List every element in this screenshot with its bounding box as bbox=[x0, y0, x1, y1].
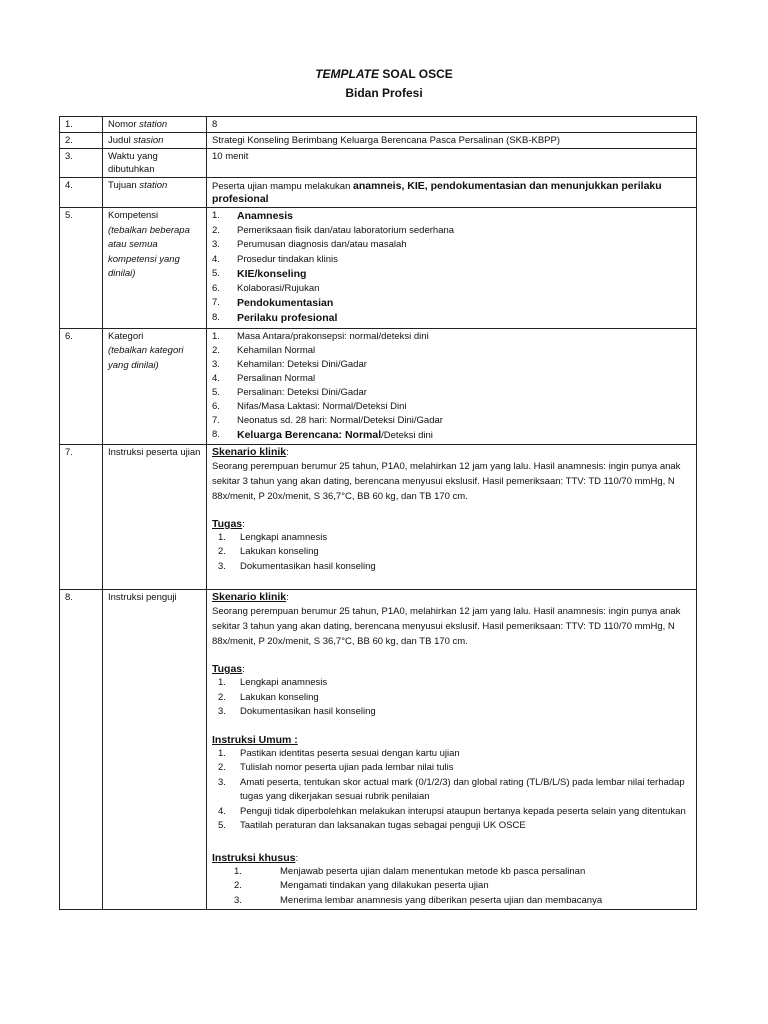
table-row bbox=[60, 133, 697, 149]
item-number: 4. bbox=[212, 372, 220, 384]
item-text: Anamnesis bbox=[237, 210, 294, 222]
table-row bbox=[60, 328, 697, 444]
category-list bbox=[212, 330, 691, 428]
item-text: Prosedur tindakan klinis bbox=[237, 253, 338, 265]
item-text: Menerima lembar anamnesis yang diberikan peserta ujian dan membacanya bbox=[280, 894, 603, 906]
list-item bbox=[212, 428, 691, 443]
item-number: 3. bbox=[218, 560, 226, 572]
item-bold: Keluarga Berencana: Normal bbox=[237, 428, 382, 441]
list-item bbox=[212, 894, 691, 909]
item-number: 8. bbox=[212, 312, 220, 324]
item-text: Dokumentasikan hasil konseling bbox=[240, 706, 376, 718]
row-value bbox=[207, 590, 697, 910]
list-item bbox=[212, 400, 691, 414]
item-text: Lengkapi anamnesis bbox=[240, 677, 328, 689]
list-item bbox=[212, 545, 691, 560]
competency-list bbox=[212, 209, 691, 327]
item-number: 2. bbox=[212, 225, 220, 237]
row-number: 5. bbox=[60, 208, 103, 329]
item-rest: /Deteksi dini bbox=[381, 429, 433, 441]
list-item bbox=[212, 761, 691, 776]
row-label bbox=[103, 328, 207, 444]
page-subtitle: Bidan Profesi bbox=[345, 86, 423, 100]
item-text: Perumusan diagnosis dan/atau masalah bbox=[237, 239, 407, 251]
row-value bbox=[207, 208, 697, 329]
item-text: Pastikan identitas peserta sesuai dengan kartu ujian bbox=[240, 747, 460, 759]
item-text: KIE/konseling bbox=[237, 267, 307, 280]
row-number: 8. bbox=[60, 590, 103, 910]
scenario-heading: Skenario klinik: bbox=[212, 445, 289, 458]
item-number: 1. bbox=[218, 677, 226, 689]
page-title bbox=[0, 66, 768, 82]
row-value bbox=[207, 178, 697, 208]
list-item bbox=[212, 282, 691, 296]
item-number: 2. bbox=[218, 762, 226, 774]
item-number: 1. bbox=[212, 330, 220, 342]
label-text: Tujuan bbox=[108, 180, 140, 191]
list-item bbox=[212, 296, 691, 311]
item-number: 5. bbox=[212, 267, 220, 279]
tugas-heading: Tugas: bbox=[212, 663, 245, 676]
special-instructions-heading: Instruksi khusus: bbox=[212, 851, 299, 864]
row-label bbox=[103, 208, 207, 329]
item-text: Neonatus sd. 28 hari: Normal/Deteksi Dini/Gadar bbox=[237, 414, 443, 426]
row-label: Waktu yang dibutuhkan bbox=[103, 149, 207, 178]
label-note: (tebalkan beberapa atau semua kompetensi yang dinilai) bbox=[108, 224, 190, 279]
row-number: 4. bbox=[60, 178, 103, 208]
value-text: Peserta ujian mampu melakukan bbox=[212, 181, 353, 192]
label-italic: station bbox=[139, 180, 168, 191]
row-value: Strategi Konseling Berimbang Keluarga Berencana Pasca Persalinan (SKB-KBPP) bbox=[207, 133, 697, 149]
table-row bbox=[60, 178, 697, 208]
item-text: Menjawab peserta ujian dalam menentukan metode kb pasca persalinan bbox=[280, 865, 586, 877]
item-text: Pemeriksaan fisik dan/atau laboratorium sederhana bbox=[237, 225, 455, 237]
item-number: 2. bbox=[218, 691, 226, 703]
title-rest: SOAL OSCE bbox=[378, 67, 453, 81]
row-value: 10 menit bbox=[207, 149, 697, 178]
item-number: 1. bbox=[234, 865, 242, 877]
row-number: 2. bbox=[60, 133, 103, 149]
item-number: 1. bbox=[212, 210, 220, 221]
list-item bbox=[212, 386, 691, 400]
item-text: Persalinan Normal bbox=[237, 372, 316, 384]
general-instructions-list bbox=[212, 747, 691, 834]
scenario-heading: Skenario klinik: bbox=[212, 591, 289, 604]
osce-template-table bbox=[59, 116, 697, 910]
item-number: 3. bbox=[212, 239, 220, 251]
item-text: Kehamilan: Deteksi Dini/Gadar bbox=[237, 358, 367, 370]
list-item bbox=[212, 819, 691, 834]
item-number: 6. bbox=[212, 283, 220, 295]
label-text: Kompetensi bbox=[108, 210, 159, 221]
value-bold: anamneis, KIE, pendokumentasian dan menunjukkan perilaku profesional bbox=[212, 180, 662, 205]
item-number: 2. bbox=[212, 344, 220, 356]
list-item bbox=[212, 344, 691, 358]
task-list bbox=[212, 676, 691, 720]
table-row bbox=[60, 149, 697, 178]
item-text: Lakukan konseling bbox=[240, 691, 319, 703]
list-item bbox=[212, 560, 691, 575]
table-row bbox=[60, 208, 697, 329]
list-item bbox=[212, 776, 691, 805]
table-row bbox=[60, 590, 697, 910]
scenario-text: Seorang perempuan berumur 25 tahun, P1A0, melahirkan 12 jam yang lalu. Hasil anamnesis: ingin punya anak sekitar 3 tahun yang akan dating, berencana menyusui ekslusif. Hasil pemeriksaan: TTV: TD 110/70 mmHg, N 88x/menit, P 20x/menit, S 36,7°C, BB 60 kg, dan TB 170 cm. bbox=[212, 460, 681, 502]
item-text: Persalinan: Deteksi Dini/Gadar bbox=[237, 386, 367, 398]
item-number: 5. bbox=[212, 386, 220, 398]
item-number: 7. bbox=[212, 414, 220, 426]
item-number: 1. bbox=[218, 747, 226, 759]
row-label bbox=[103, 133, 207, 149]
document-header bbox=[0, 66, 768, 101]
item-number: 3. bbox=[234, 894, 242, 906]
scenario-text: Seorang perempuan berumur 25 tahun, P1A0, melahirkan 12 jam yang lalu. Hasil anamnesis: ingin punya anak sekitar 3 tahun yang akan dating, berencana menyusui ekslusif. Hasil pemeriksaan: TTV: TD 110/70 mmHg, N 88x/menit, P 20x/menit, S 36,7°C, BB 60 kg, dan TB 170 cm. bbox=[212, 606, 681, 648]
list-item bbox=[212, 358, 691, 372]
table-row bbox=[60, 444, 697, 590]
list-item bbox=[212, 253, 691, 267]
item-number: 2. bbox=[234, 880, 242, 892]
item-number: 5. bbox=[218, 820, 226, 832]
row-number: 6. bbox=[60, 328, 103, 444]
list-item bbox=[212, 691, 691, 706]
tugas-heading: Tugas: bbox=[212, 517, 245, 530]
label-note: (tebalkan kategori yang dinilai) bbox=[108, 345, 184, 371]
item-text: Dokumentasikan hasil konseling bbox=[240, 560, 376, 572]
row-value bbox=[207, 444, 697, 590]
title-italic: TEMPLATE bbox=[315, 67, 379, 81]
item-text: Perilaku profesional bbox=[237, 312, 338, 325]
item-text: Nifas/Masa Laktasi: Normal/Deteksi Dini bbox=[237, 400, 407, 412]
task-list bbox=[212, 531, 691, 575]
item-number: 4. bbox=[218, 805, 226, 817]
row-label bbox=[103, 117, 207, 133]
list-item bbox=[212, 676, 691, 691]
list-item bbox=[212, 879, 691, 894]
item-text: Amati peserta, tentukan skor actual mark (0/1/2/3) dan global rating (TL/B/L/S) pada lembar nilai terhadap tugas yang dikerjakan sesuai rubrik penilaian bbox=[240, 776, 685, 803]
list-item bbox=[212, 209, 691, 224]
item-text: Mengamati tindakan yang dilakukan peserta ujian bbox=[280, 880, 489, 892]
item-text: Kolaborasi/Rujukan bbox=[237, 283, 320, 295]
special-instructions-list bbox=[212, 865, 691, 909]
list-item bbox=[212, 238, 691, 252]
row-value bbox=[207, 328, 697, 444]
item-number: 3. bbox=[218, 706, 226, 718]
row-number: 1. bbox=[60, 117, 103, 133]
list-item bbox=[212, 372, 691, 386]
item-text: Masa Antara/prakonsepsi: normal/deteksi dini bbox=[237, 330, 429, 342]
row-number: 3. bbox=[60, 149, 103, 178]
list-item bbox=[212, 865, 691, 880]
list-item bbox=[212, 805, 691, 820]
list-item bbox=[212, 531, 691, 546]
item-number: 7. bbox=[212, 297, 220, 309]
label-italic: station bbox=[139, 119, 168, 130]
item-text: Tulislah nomor peserta ujian pada lembar nilai tulis bbox=[240, 762, 454, 774]
label-text: Nomor bbox=[108, 119, 140, 130]
item-text: Kehamilan Normal bbox=[237, 344, 316, 356]
list-item bbox=[212, 330, 691, 344]
list-item bbox=[212, 267, 691, 282]
row-label: Instruksi peserta ujian bbox=[103, 444, 207, 590]
item-number: 4. bbox=[212, 253, 220, 265]
general-instructions-heading: Instruksi Umum : bbox=[212, 733, 298, 746]
row-label: Instruksi penguji bbox=[103, 590, 207, 910]
category-list-last bbox=[212, 428, 691, 443]
row-label bbox=[103, 178, 207, 208]
row-value: 8 bbox=[207, 117, 697, 133]
label-text: Judul bbox=[108, 135, 134, 146]
table-row bbox=[60, 117, 697, 133]
list-item bbox=[212, 224, 691, 238]
item-text: Lengkapi anamnesis bbox=[240, 531, 328, 543]
label-text: Kategori bbox=[108, 330, 144, 342]
item-number: 8. bbox=[212, 428, 220, 440]
item-number: 3. bbox=[212, 358, 220, 370]
item-number: 1. bbox=[218, 531, 226, 543]
list-item bbox=[212, 414, 691, 428]
list-item bbox=[212, 747, 691, 762]
item-number: 3. bbox=[218, 776, 226, 788]
item-number: 2. bbox=[218, 546, 226, 558]
row-number: 7. bbox=[60, 444, 103, 590]
list-item bbox=[212, 705, 691, 720]
item-text: Penguji tidak diperbolehkan melakukan interupsi ataupun bertanya kepada peserta selain yang ditentukan bbox=[240, 805, 686, 817]
item-text: Lakukan konseling bbox=[240, 546, 319, 558]
item-text: Taatilah peraturan dan laksanakan tugas sebagai penguji UK OSCE bbox=[240, 820, 526, 832]
label-italic: stasion bbox=[133, 135, 164, 146]
item-number: 6. bbox=[212, 400, 220, 412]
list-item bbox=[212, 311, 691, 326]
item-text: Pendokumentasian bbox=[237, 297, 334, 310]
